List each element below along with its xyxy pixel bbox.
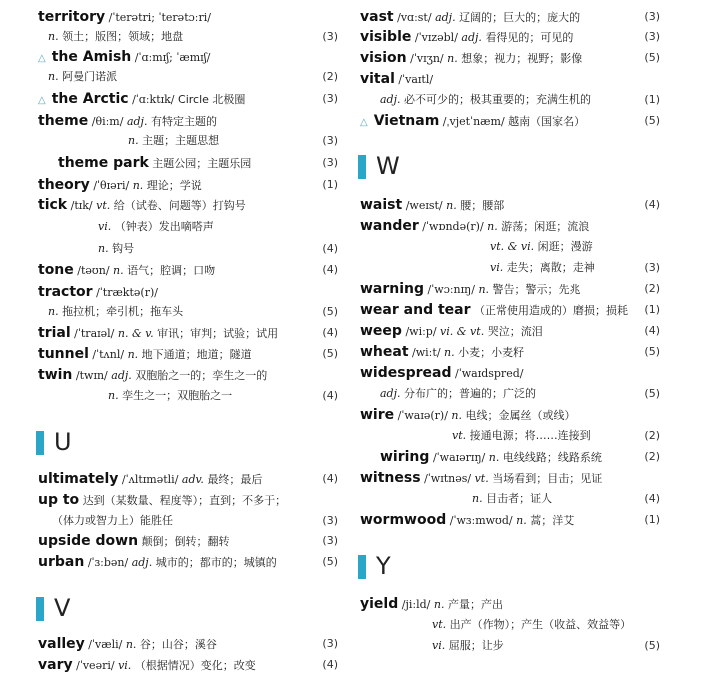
- part-of-speech: vi.: [490, 261, 504, 274]
- headword: tick: [38, 197, 68, 213]
- phonetic: /wiːp/: [405, 325, 437, 338]
- definition: 电线线路；线路系统: [502, 451, 602, 464]
- part-of-speech: n.: [125, 638, 137, 651]
- entry-line: [38, 175, 338, 195]
- part-of-speech: adv.: [181, 473, 204, 486]
- part-of-speech: n.: [478, 283, 490, 296]
- part-of-speech: n.: [98, 242, 109, 255]
- entry-line: [38, 67, 338, 87]
- headword: theory: [38, 177, 90, 193]
- entry-line: [38, 511, 338, 531]
- phonetic: /ˈwɔːnɪŋ/: [427, 283, 475, 296]
- headword: vision: [360, 50, 407, 66]
- phonetic: /ˈwaɪdspred/: [454, 367, 524, 380]
- part-of-speech: n.: [113, 264, 124, 277]
- definition: 给（试卷、问题等）打钩号: [113, 199, 246, 212]
- unit-number: (4): [322, 242, 338, 255]
- headword: the Arctic: [51, 91, 129, 107]
- entry-line: [38, 89, 338, 109]
- section-header-v: [36, 593, 96, 623]
- definition: 主题公园；主题乐园: [152, 157, 252, 170]
- unit-number: (2): [322, 70, 338, 83]
- entry-line: [360, 468, 660, 488]
- definition: 地下通道；地道；隧道: [141, 348, 252, 361]
- phonetic: /ˈwaɪərɪŋ/: [432, 451, 486, 464]
- entry-line: [360, 258, 660, 278]
- definition: 蒿；洋艾: [530, 514, 575, 527]
- unit-number: (5): [644, 114, 660, 127]
- definition: 目击者；证人: [486, 492, 553, 505]
- definition: 主题；主题思想: [142, 134, 220, 147]
- entry-line: [38, 386, 338, 406]
- phonetic: /jiːld/: [401, 598, 431, 611]
- phonetic: /ˈvɪzəbl/: [414, 31, 458, 44]
- unit-number: (2): [644, 282, 660, 295]
- phonetic: /ˈwaɪə(r)/: [397, 409, 448, 422]
- section-header-w: [358, 151, 418, 181]
- part-of-speech: n.: [488, 451, 500, 464]
- unit-number: (4): [322, 658, 338, 671]
- unit-number: (4): [644, 198, 660, 211]
- headword: wear and tear: [360, 302, 471, 318]
- headword: wormwood: [360, 512, 447, 528]
- part-of-speech: vt.: [474, 472, 489, 485]
- entry-line: [360, 405, 660, 425]
- section-letter: Y: [376, 552, 391, 580]
- entry-line: [38, 260, 338, 280]
- definition: 双胞胎之一的；孪生之一的: [135, 369, 268, 382]
- phonetic: /ˈwɜːmwʊd/: [449, 514, 513, 527]
- unit-number: (4): [644, 324, 660, 337]
- phonetic: /ˈwɪtnəs/: [424, 472, 472, 485]
- entry-line: [38, 634, 338, 654]
- section-header-u: [36, 427, 96, 457]
- phonetic: /wiːt/: [412, 346, 441, 359]
- phonetic: /ˈʌltɪmətli/: [121, 473, 179, 486]
- phonetic: /ˈtræktə(r)/: [96, 286, 158, 299]
- unit-number: (2): [644, 450, 660, 463]
- definition: 越南（国家名）: [508, 115, 586, 128]
- unit-number: (3): [322, 30, 338, 43]
- headword: twin: [38, 367, 73, 383]
- unit-number: (1): [644, 303, 660, 316]
- entry-line: [360, 636, 660, 656]
- unit-number: (1): [644, 93, 660, 106]
- definition: 闲逛；漫游: [537, 240, 593, 253]
- part-of-speech: n.: [127, 348, 139, 361]
- headword: widespread: [360, 365, 452, 381]
- definition: 领土；版图；领域；地盘: [62, 30, 184, 43]
- part-of-speech: n.: [48, 305, 59, 318]
- definition: 屈服；让步: [448, 639, 504, 652]
- phonetic: /ˈvæli/: [88, 638, 123, 651]
- triangle-marker-icon: △: [38, 53, 46, 64]
- entry-line: [360, 384, 660, 404]
- phonetic: /ˈtraɪəl/: [74, 327, 115, 340]
- part-of-speech: vi. & vt.: [440, 325, 485, 338]
- headword: territory: [38, 9, 106, 25]
- headword: Vietnam: [373, 113, 440, 129]
- definition: 拖拉机；牵引机；拖车头: [62, 305, 184, 318]
- entry-line: [360, 300, 660, 320]
- definition: 达到（某数量、程度等）；直到；不多于；: [82, 494, 287, 507]
- phonetic: /ˈterətri; ˈterətɔːri/: [108, 11, 211, 24]
- headword: tractor: [38, 284, 93, 300]
- headword: vital: [360, 71, 395, 87]
- section-bar: [358, 555, 366, 579]
- entry-line: [360, 48, 660, 68]
- entry-line: [38, 282, 338, 302]
- definition: （根据情况）变化；改变: [134, 659, 256, 672]
- definition: Circle 北极圈: [178, 93, 246, 106]
- entry-line: [38, 217, 338, 237]
- part-of-speech: vt.: [432, 618, 447, 631]
- entry-line: [360, 447, 660, 467]
- part-of-speech: adj.: [380, 93, 401, 106]
- unit-number: (2): [644, 429, 660, 442]
- definition: 接通电源；将……连接到: [469, 429, 591, 442]
- unit-number: (3): [322, 156, 338, 169]
- part-of-speech: n.: [48, 70, 59, 83]
- headword: waist: [360, 197, 403, 213]
- entry-line: [360, 426, 660, 446]
- unit-number: (5): [322, 555, 338, 568]
- unit-number: (5): [322, 347, 338, 360]
- headword: warning: [360, 281, 425, 297]
- headword: urban: [38, 554, 85, 570]
- phonetic: /ˈɑːktɪk/: [132, 93, 175, 106]
- entry-line: [38, 239, 338, 259]
- headword: upside down: [38, 533, 139, 549]
- part-of-speech: vi.: [98, 220, 112, 233]
- headword: tunnel: [38, 346, 89, 362]
- headword: wire: [360, 407, 395, 423]
- phonetic: /θiːm/: [91, 115, 124, 128]
- definition: 钩号: [112, 242, 135, 255]
- entry-line: [360, 279, 660, 299]
- phonetic: /ˈvaɪtl/: [398, 73, 434, 86]
- part-of-speech: n.: [433, 598, 445, 611]
- entry-line: [38, 469, 338, 489]
- entry-line: [360, 216, 660, 236]
- unit-number: (3): [644, 30, 660, 43]
- definition: 出产（作物）；产生（收益、效益等）: [449, 618, 632, 631]
- phonetic: /vɑːst/: [397, 11, 432, 24]
- part-of-speech: vi.: [118, 659, 132, 672]
- unit-number: (5): [322, 305, 338, 318]
- headword: the Amish: [51, 49, 132, 65]
- definition: （正常使用造成的）磨损；损耗: [474, 304, 629, 317]
- entry-line: [38, 552, 338, 572]
- definition: 有特定主题的: [150, 115, 217, 128]
- definition: 警告；警示；先兆: [492, 283, 581, 296]
- phonetic: /ˈɑːmɪʃ; ˈæmɪʃ/: [134, 51, 211, 64]
- section-bar: [36, 431, 44, 455]
- unit-number: (5): [644, 51, 660, 64]
- definition: 最终；最后: [207, 473, 263, 486]
- definition: 谷；山谷；溪谷: [139, 638, 217, 651]
- unit-number: (3): [322, 534, 338, 547]
- phonetic: /ˈveəri/: [76, 659, 115, 672]
- unit-number: (5): [644, 639, 660, 652]
- headword: witness: [360, 470, 421, 486]
- triangle-marker-icon: △: [38, 95, 46, 106]
- part-of-speech: vi.: [432, 639, 446, 652]
- entry-line: [360, 111, 660, 131]
- part-of-speech: n.: [487, 220, 498, 233]
- definition: 当场看到；目击；见证: [492, 472, 603, 485]
- entry-line: [360, 27, 660, 47]
- definition: 电线；金属丝（或线）: [465, 409, 576, 422]
- entry-line: [38, 7, 338, 27]
- entry-line: [360, 321, 660, 341]
- unit-number: (4): [322, 472, 338, 485]
- section-letter: W: [376, 152, 400, 180]
- definition: 想象；视力；视野；影像: [461, 52, 583, 65]
- entry-line: [38, 302, 338, 322]
- entry-line: [360, 510, 660, 530]
- entry-line: [360, 594, 660, 614]
- definition: 城市的；都市的；城镇的: [155, 556, 277, 569]
- entry-line: [360, 237, 660, 257]
- entry-line: [360, 342, 660, 362]
- part-of-speech: n.: [472, 492, 483, 505]
- phonetic: /twɪn/: [75, 369, 108, 382]
- part-of-speech: n.: [444, 346, 455, 359]
- entry-line: [38, 531, 338, 551]
- definition: 腰；腰部: [460, 199, 505, 212]
- entry-line: [38, 490, 338, 510]
- headword: ultimately: [38, 471, 119, 487]
- entry-line: [360, 363, 660, 383]
- definition: 语气；腔调；口吻: [127, 264, 216, 277]
- phonetic: /təʊn/: [77, 264, 110, 277]
- entry-line: [360, 489, 660, 509]
- definition: 辽阔的；巨大的；庞大的: [459, 11, 581, 24]
- definition: （钟表）发出嘀嗒声: [114, 220, 214, 233]
- part-of-speech: adj.: [131, 556, 153, 569]
- definition: 看得见的；可见的: [485, 31, 574, 44]
- unit-number: (4): [322, 326, 338, 339]
- section-header-y: [358, 551, 418, 581]
- entry-line: [38, 47, 338, 67]
- phonetic: /ˈtʌnl/: [92, 348, 125, 361]
- headword: theme park: [58, 155, 149, 171]
- entry-line: [38, 131, 338, 151]
- part-of-speech: n.: [516, 514, 527, 527]
- definition: （体力或智力上）能胜任: [52, 514, 173, 527]
- entry-line: [38, 27, 338, 47]
- phonetic: /ˈwɒndə(r)/: [422, 220, 484, 233]
- part-of-speech: n.: [446, 199, 457, 212]
- unit-number: (3): [644, 261, 660, 274]
- part-of-speech: n.: [451, 409, 463, 422]
- entry-line: [38, 365, 338, 385]
- entry-line: [38, 111, 338, 131]
- definition: 孪生之一；双胞胎之一: [122, 389, 233, 402]
- part-of-speech: n.: [48, 30, 59, 43]
- headword: vary: [38, 657, 73, 673]
- phonetic: /ˈθɪəri/: [93, 179, 130, 192]
- headword: vast: [360, 9, 394, 25]
- definition: 分布广的；普遍的；广泛的: [404, 387, 537, 400]
- entry-line: [360, 195, 660, 215]
- definition: 审讯；审判；试验；试用: [157, 327, 279, 340]
- headword: up to: [38, 492, 80, 508]
- unit-number: (3): [322, 134, 338, 147]
- unit-number: (4): [322, 389, 338, 402]
- section-letter: V: [54, 594, 71, 622]
- section-letter: U: [54, 428, 72, 456]
- part-of-speech: vt.: [96, 199, 111, 212]
- part-of-speech: adj.: [380, 387, 401, 400]
- definition: 产量；产出: [447, 598, 503, 611]
- unit-number: (4): [322, 263, 338, 276]
- entry-line: [360, 615, 660, 635]
- entry-line: [38, 344, 338, 364]
- entry-line: [360, 7, 660, 27]
- unit-number: (3): [322, 92, 338, 105]
- part-of-speech: adj.: [461, 31, 482, 44]
- part-of-speech: n.: [128, 134, 139, 147]
- part-of-speech: adj.: [126, 115, 148, 128]
- definition: 走失；离散；走神: [506, 261, 595, 274]
- headword: yield: [360, 596, 399, 612]
- entry-line: [360, 69, 660, 89]
- part-of-speech: vt. & vi.: [490, 240, 535, 253]
- definition: 哭泣；流泪: [487, 325, 543, 338]
- unit-number: (3): [644, 10, 660, 23]
- phonetic: /ˌvjetˈnæm/: [442, 115, 505, 128]
- phonetic: /ˈvɪʒn/: [410, 52, 444, 65]
- definition: 游荡；闲逛；流浪: [501, 220, 590, 233]
- section-bar: [36, 597, 44, 621]
- phonetic: /ˈɜːbən/: [87, 556, 129, 569]
- headword: theme: [38, 113, 89, 129]
- entry-line: [38, 323, 338, 343]
- definition: 理论；学说: [146, 179, 202, 192]
- part-of-speech: adj.: [111, 369, 132, 382]
- phonetic: /tɪk/: [70, 199, 93, 212]
- unit-number: (1): [644, 513, 660, 526]
- headword: visible: [360, 29, 412, 45]
- headword: weep: [360, 323, 402, 339]
- unit-number: (3): [322, 637, 338, 650]
- headword: valley: [38, 636, 85, 652]
- part-of-speech: n.: [108, 389, 119, 402]
- headword: wander: [360, 218, 419, 234]
- unit-number: (3): [322, 514, 338, 527]
- definition: 颠倒；倒转；翻转: [141, 535, 230, 548]
- definition: 必不可少的；极其重要的；充满生机的: [404, 93, 592, 106]
- part-of-speech: n. & v.: [117, 327, 154, 340]
- entry-line: [360, 90, 660, 110]
- headword: tone: [38, 262, 74, 278]
- unit-number: (5): [644, 345, 660, 358]
- section-bar: [358, 155, 366, 179]
- part-of-speech: n.: [132, 179, 144, 192]
- triangle-marker-icon: △: [360, 117, 368, 128]
- definition: 小麦；小麦籽: [458, 346, 525, 359]
- definition: 阿曼门诺派: [62, 70, 118, 83]
- headword: wiring: [380, 449, 430, 465]
- entry-line: [38, 153, 338, 173]
- part-of-speech: vt.: [452, 429, 467, 442]
- part-of-speech: adj.: [435, 11, 456, 24]
- part-of-speech: n.: [447, 52, 458, 65]
- headword: trial: [38, 325, 71, 341]
- phonetic: /weɪst/: [405, 199, 443, 212]
- entry-line: [38, 655, 338, 675]
- entry-line: [38, 195, 338, 215]
- unit-number: (5): [644, 387, 660, 400]
- unit-number: (4): [644, 492, 660, 505]
- headword: wheat: [360, 344, 409, 360]
- unit-number: (1): [322, 178, 338, 191]
